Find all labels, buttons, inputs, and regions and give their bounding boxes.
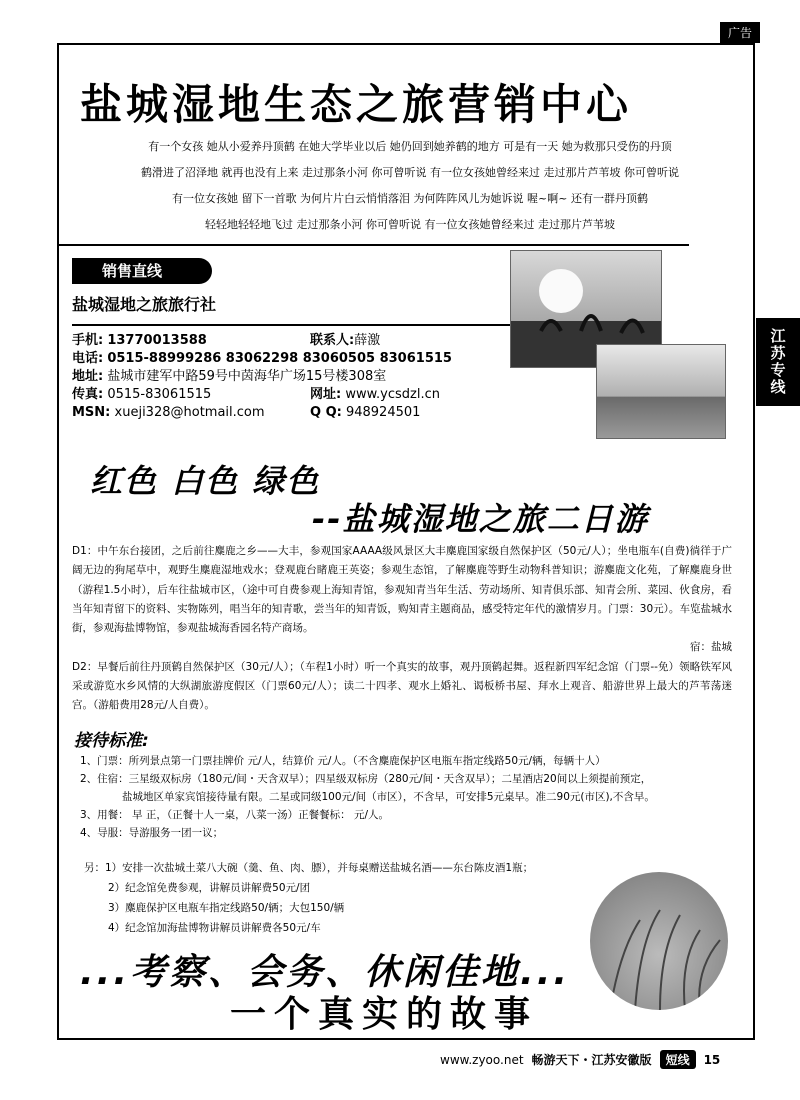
page-title: 盐城湿地生态之旅营销中心 — [80, 80, 633, 129]
tour-subtitle: --盐城湿地之旅二日游 — [312, 500, 649, 538]
side-tab-jiangsu: 江苏专线 — [756, 318, 800, 406]
poem-line: 有一位女孩她 留下一首歌 为何片片白云悄悄落泪 为何阵阵风儿为她诉说 喔~啊~ 还有一群丹顶鹤 — [172, 192, 648, 205]
page-footer — [440, 1050, 720, 1069]
slogan-line2: 一个真实的故事 — [230, 994, 539, 1035]
wetland-deer-photo — [596, 344, 726, 439]
contact-block — [72, 332, 452, 422]
msn-value: xueji328@hotmail.com — [114, 405, 265, 420]
fax-label: 传真: — [72, 387, 104, 402]
standards-title: 接待标准: — [74, 731, 149, 751]
mobile-label: 手机: — [72, 333, 104, 348]
ad-tag: 广告 — [720, 22, 760, 43]
standard-item: 3、用餐： 早 正，（正餐十人一桌，八菜一汤）正餐餐标： 元/人。 — [80, 809, 389, 821]
itinerary-day2: D2：早餐后前往丹顶鹤自然保护区（30元/人）；（车程1小时）听一个真实的故事，观丹顶鹤起舞。返程新四军纪念馆（门票--免）领略铁军风采或游览水乡风情的大纵湖旅游度假区（门票60元/人）；读二十四孝、观水上婚礼、谒板桥书屋、拜水上观音、船游世界上最大的芦苇荡迷宫。（游船费用28元/人自费）。 — [72, 660, 732, 712]
qq-value: 948924501 — [345, 405, 421, 420]
mobile-value: 13770013588 — [107, 333, 207, 348]
poem-line: 有一个女孩 她从小爱养丹顶鹤 在她大学毕业以后 她仍回到她养鹤的地方 可是有一天 她为救那只受伤的丹顶 — [148, 140, 672, 153]
itinerary — [72, 542, 732, 716]
colors-headline: 红色 白色 绿色 — [90, 462, 321, 500]
poem-line: 鹤滑进了沼泽地 就再也没有上来 走过那条小河 你可曾听说 有一位女孩她曾经来过 走过那片芦苇坡 你可曾听说 — [141, 166, 679, 179]
slogan-line1: ...考察、会务、休闲佳地... — [80, 952, 571, 993]
qq-label: Q Q: — [310, 405, 342, 420]
extra-item: 另：1）安排一次盐城土菜八大碗（羹、鱼、肉、膘），并每桌赠送盐城名酒——东台陈皮酒1瓶； — [84, 862, 534, 874]
contact-person-value: 薛激 — [354, 333, 381, 348]
poem — [70, 134, 750, 238]
website-label: 网址: — [310, 387, 342, 402]
website-value: www.ycsdzl.cn — [345, 387, 440, 402]
sales-hotline-badge: 销售直线 — [72, 258, 212, 284]
extra-item: 4）纪念馆加海盐博物讲解员讲解费各50元/车 — [108, 922, 321, 934]
grass-illustration — [590, 872, 728, 1010]
phone-value: 0515-88999286 83062298 83060505 83061515 — [107, 351, 452, 366]
poem-line: 轻轻地轻轻地飞过 走过那条小河 你可曾听说 有一位女孩她曾经来过 走过那片芦苇坡 — [205, 218, 615, 231]
divider — [59, 244, 689, 246]
extra-item: 2）纪念馆免费参观，讲解员讲解费50元/团 — [108, 882, 311, 894]
standards-list — [80, 752, 740, 842]
extra-item: 3）麋鹿保护区电瓶车指定线路50/辆；大包150/辆 — [108, 902, 345, 914]
footer-publication: 畅游天下・江苏安徽版 — [531, 1053, 652, 1067]
address-label: 地址: — [72, 369, 104, 384]
phone-label: 电话: — [72, 351, 104, 366]
itinerary-stay: 宿：盐城 — [690, 641, 732, 654]
standard-item: 1、门票：所列景点第一门票挂牌价 元/人，结算价 元/人。（不含麋鹿保护区电瓶车指定线路50元/辆，每辆十人） — [80, 755, 606, 767]
standard-item: 4、导服：导游服务一团一议； — [80, 827, 224, 839]
divider — [72, 324, 512, 326]
agency-name: 盐城湿地之旅旅行社 — [72, 295, 217, 314]
footer-section-badge: 短线 — [660, 1050, 696, 1069]
standard-item: 2、住宿：三星级双标房（180元/间・天含双早）；四星级双标房（280元/间・天含双早）；二星酒店20间以上须提前预定， — [80, 773, 652, 785]
fax-value: 0515-83061515 — [107, 387, 212, 402]
itinerary-day1: D1：中午东台接团，之后前往麋鹿之乡——大丰，参观国家AAAA级风景区大丰麋鹿国家级自然保护区（50元/人）；坐电瓶车(自费)徜徉于广阔无边的狗尾草中，观野生麋鹿湿地戏水；登观鹿台睹鹿王英姿；参观生态馆，了解麋鹿等野生动物科普知识；游麋鹿文化苑，了解麋鹿身世（游程1.5小时），后车往盐城市区，（途中可自费参观上海知青馆，参观知青当年生活、劳动场所、知青俱乐部、知青会所、菜园、伙食房，看当年知青留下的资料、实物陈列，唱当年的知青歌，尝当年的知青饭，购知青主题商品，感受特定年代的激情岁月。门票：30元）。车览盐城水街，参观海盐博物馆，参观盐城海香园名特产商场。 — [72, 545, 732, 635]
page-number: 15 — [703, 1052, 721, 1067]
contact-person-label: 联系人: — [310, 333, 355, 348]
address-value: 盐城市建军中路59号中茵海华广场15号楼308室 — [107, 369, 387, 384]
standard-item: 盐城地区单家宾馆接待量有限。二星或同级100元/间（市区），不含早，可安排5元桌早。准二90元(市区),不含早。 — [122, 791, 655, 803]
grass-photo — [590, 872, 728, 1010]
msn-label: MSN: — [72, 405, 111, 420]
footer-url[interactable]: www.zyoo.net — [440, 1052, 524, 1067]
extras-list — [84, 858, 533, 938]
